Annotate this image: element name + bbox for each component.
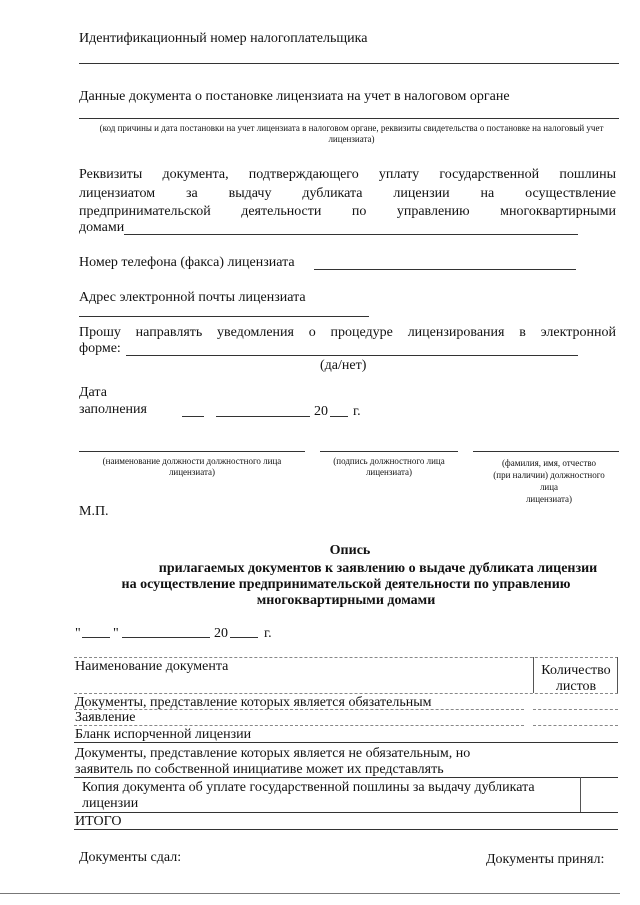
table-header-qty-1: Количество [541, 663, 611, 678]
table-row-optional-2: заявитель по собственной инициативе может их представлять [75, 762, 444, 777]
date-day-line[interactable] [182, 416, 204, 417]
inventory-date-close-quote: " [113, 626, 119, 641]
date-year-prefix: 20 [314, 404, 328, 419]
inventory-title: Опись [329, 543, 371, 558]
date-label-1: Дата [79, 385, 107, 400]
table-row-total: ИТОГО [75, 814, 122, 829]
inn-label: Идентификационный номер налогоплательщика [79, 31, 368, 46]
notify-line-1: Прошу направлять уведомления о процедуре лицензирования в электронной [79, 325, 616, 340]
table-header-name: Наименование документа [75, 659, 229, 674]
sig-signature-hint: (подпись должностного лица лицензиата) [333, 456, 445, 477]
table-row-duty-copy-2: лицензии [82, 796, 139, 811]
table-row-divider-3 [74, 742, 618, 743]
inventory-date-suffix: г. [264, 626, 272, 641]
inn-input-line[interactable] [79, 63, 619, 64]
stamp-label: М.П. [79, 504, 109, 519]
table-row-duty-copy-1: Копия документа об уплате государственной пошлины за выдачу дубликата [82, 780, 535, 795]
duty-line-3: предпринимательской деятельности по управлению многоквартирными [79, 204, 616, 219]
email-input-line[interactable] [79, 316, 369, 317]
date-label-2: заполнения [79, 402, 147, 417]
page-bottom-rule [0, 893, 620, 894]
table-row-optional-1: Документы, представление которых является не обязательным, но [75, 746, 471, 761]
duty-line-1: Реквизиты документа, подтверждающего уплату государственной пошлины [79, 167, 616, 182]
date-year-suffix: г. [353, 404, 361, 419]
duty-input-line[interactable] [124, 234, 578, 235]
date-month-line[interactable] [216, 416, 310, 417]
table-qty-divider-2 [533, 725, 618, 726]
sig-fio-hint-3: лица [539, 482, 559, 492]
table-header-qty-2: листов [555, 679, 597, 694]
table-row-mandatory: Документы, представление которых является обязательным [75, 695, 432, 710]
sig-position-hint: (наименование должности должностного лица лицензиата) [102, 456, 282, 477]
notify-line-2: форме: [79, 341, 121, 356]
table-row-divider-4 [74, 777, 618, 778]
inventory-date-open-quote: " [75, 626, 81, 641]
sig-fio-hint-4: лицензиата) [525, 494, 573, 504]
sig-position-line[interactable] [79, 451, 305, 452]
table-qty-divider-1 [533, 709, 618, 710]
inventory-subtitle-2: на осуществление предпринимательской деятельности по управлению [121, 577, 571, 592]
inventory-subtitle-3: многоквартирными домами [256, 593, 436, 608]
sig-fio-line[interactable] [473, 451, 619, 452]
phone-label: Номер телефона (факса) лицензиата [79, 255, 295, 270]
notify-hint: (да/нет) [320, 358, 367, 373]
sig-fio-hint-2: (при наличии) должностного [493, 470, 605, 480]
inventory-subtitle-1: прилагаемых документов к заявлению о выдаче дубликата лицензии [158, 561, 598, 576]
inventory-date-month-line[interactable] [122, 637, 210, 638]
sig-signature-line[interactable] [320, 451, 458, 452]
tax-doc-label: Данные документа о постановке лицензиата на учет в налоговом органе [79, 89, 510, 104]
date-year-line[interactable] [330, 416, 348, 417]
table-row-spoiled-license: Бланк испорченной лицензии [75, 727, 252, 742]
notify-input-line[interactable] [126, 355, 578, 356]
documents-submitted-label: Документы сдал: [79, 850, 182, 865]
table-duty-qty-divider [580, 777, 581, 813]
inventory-date-year-line[interactable] [230, 637, 258, 638]
table-border-bottom [74, 829, 618, 830]
tax-doc-input-line[interactable] [79, 118, 619, 119]
sig-fio-hint-1: (фамилия, имя, отчество [501, 458, 597, 468]
email-label: Адрес электронной почты лицензиата [79, 290, 306, 305]
table-row-application: Заявление [75, 710, 136, 725]
duty-line-2: лицензиатом за выдачу дубликата лицензии на осуществление [79, 186, 616, 201]
phone-input-line[interactable] [314, 269, 576, 270]
inventory-date-day-line[interactable] [82, 637, 110, 638]
duty-line-4: домами [79, 220, 125, 235]
documents-accepted-label: Документы принял: [486, 852, 605, 867]
table-row-divider-5 [74, 812, 618, 813]
tax-doc-hint: (код причины и дата постановки на учет лицензиата в налоговом органе, реквизиты свидетельства о постановке на налоговый учет лицензиата) [99, 123, 604, 144]
table-row-divider-1 [74, 709, 524, 710]
inventory-date-year-prefix: 20 [214, 626, 228, 641]
